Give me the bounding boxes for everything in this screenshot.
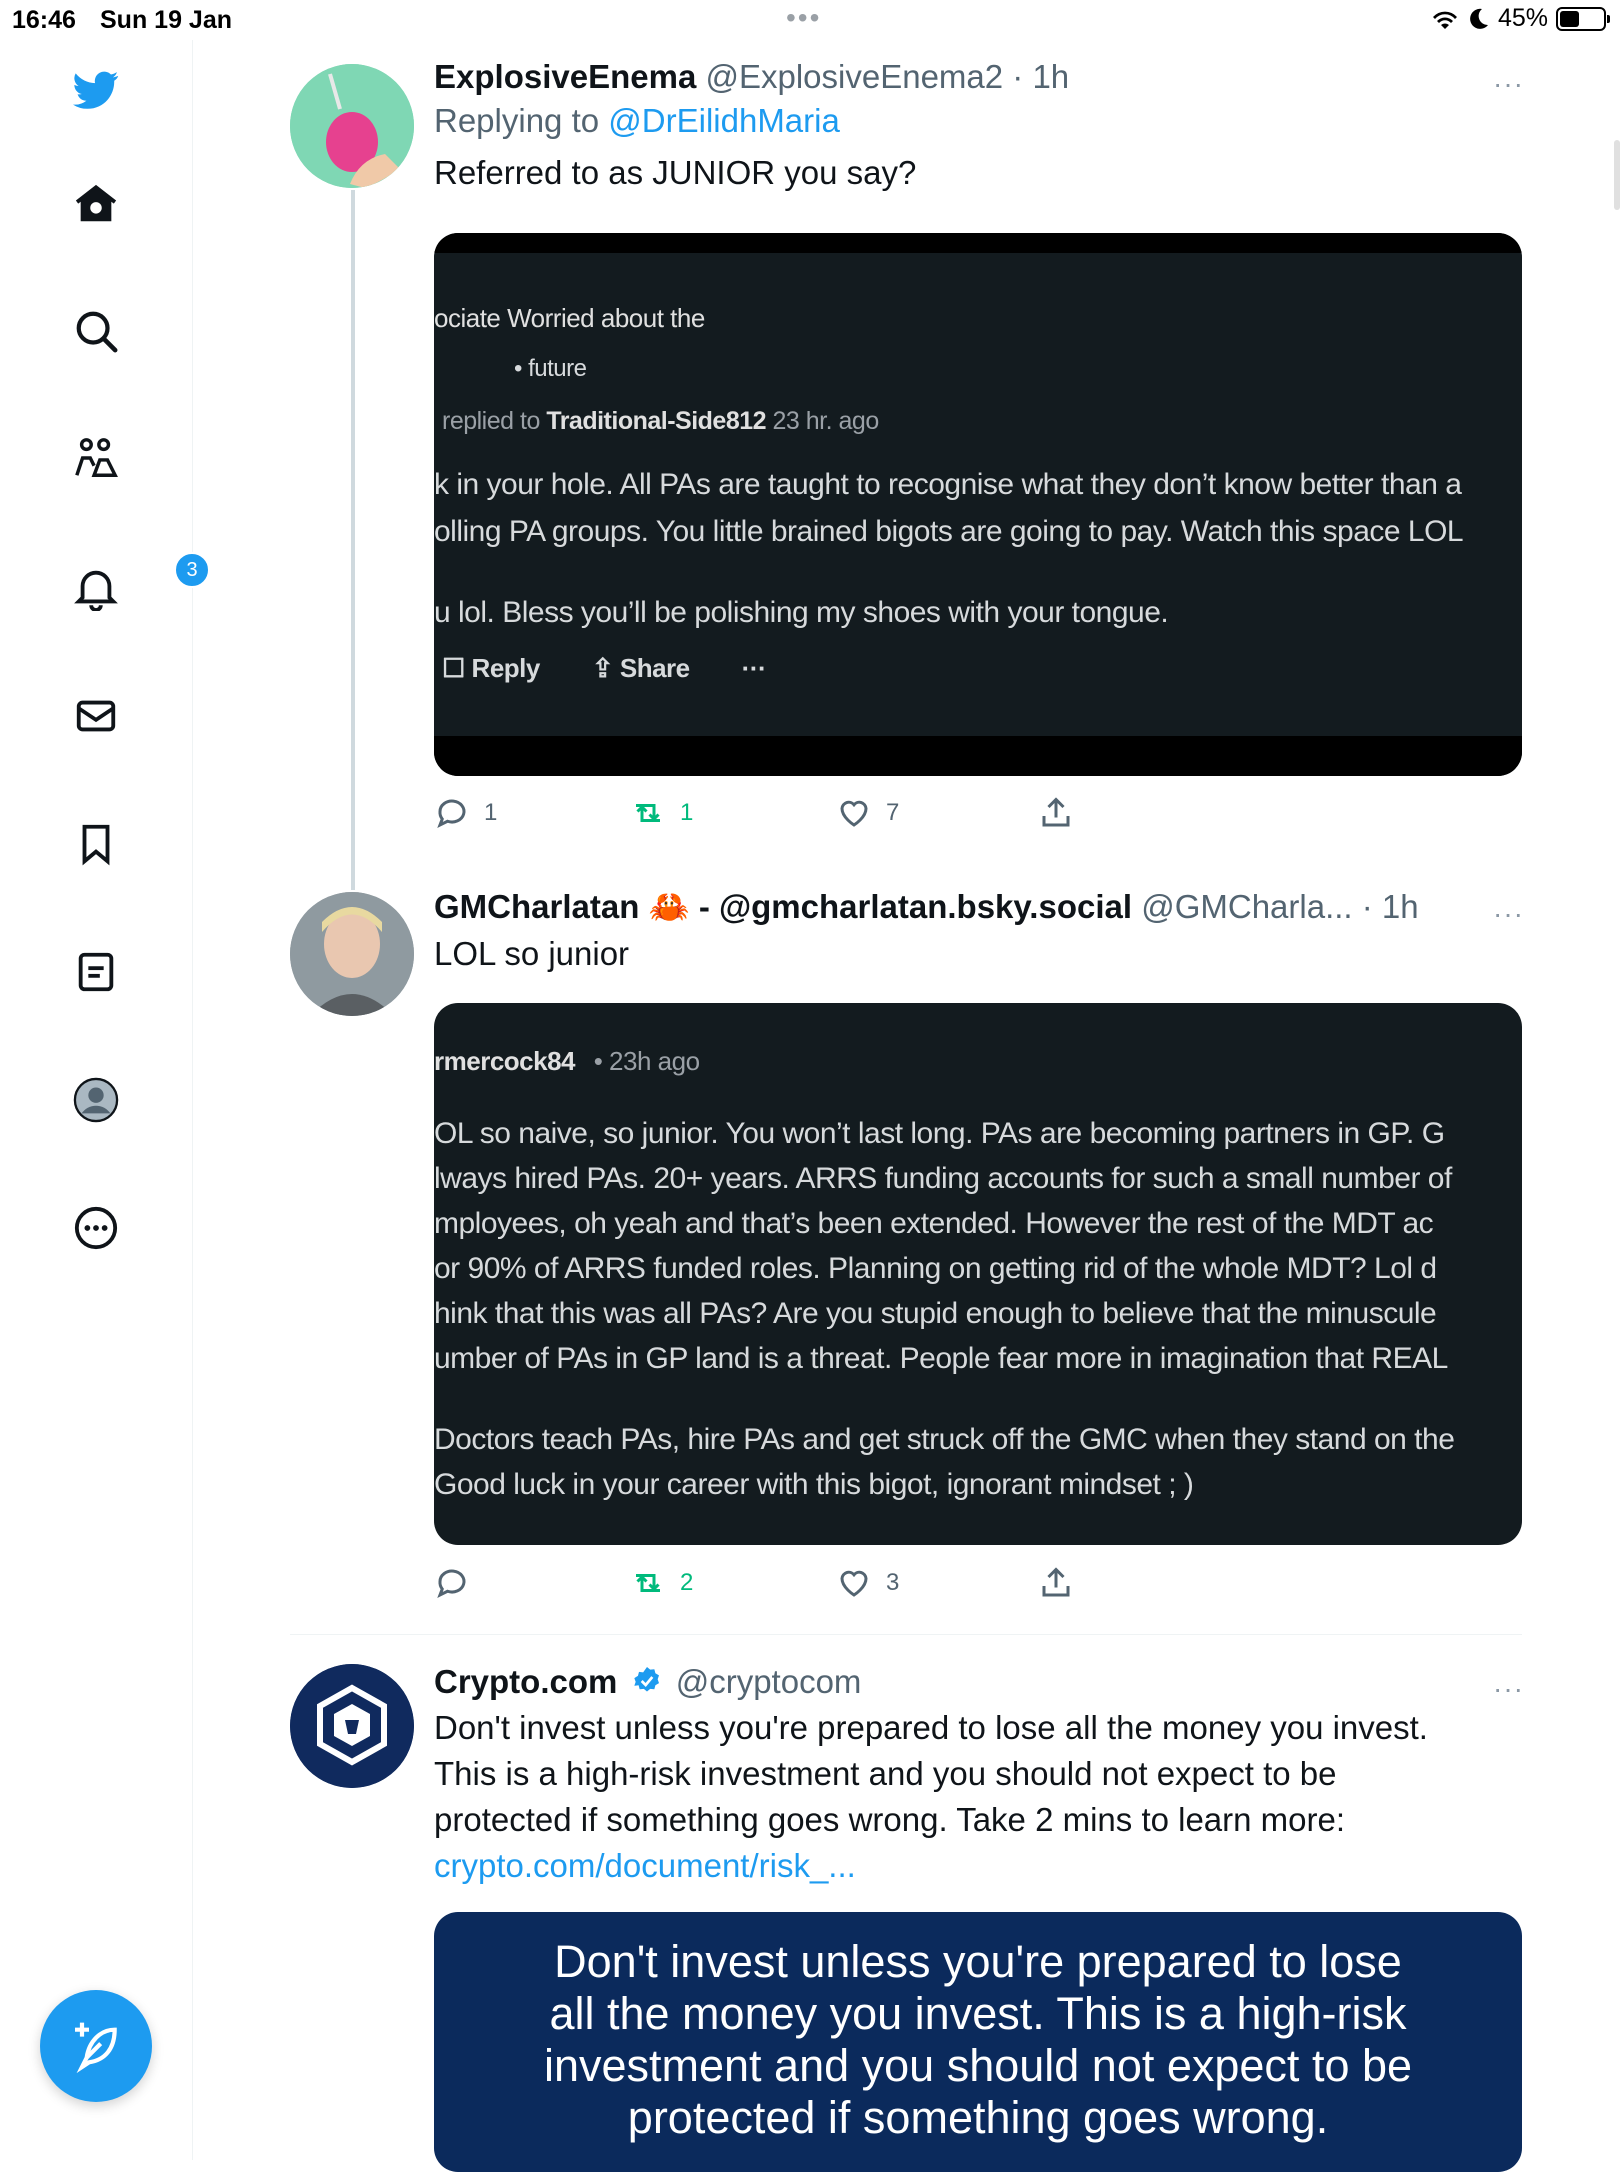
compose-feather-icon: [68, 2018, 124, 2074]
retweet-count: 1: [680, 799, 694, 826]
ad-media-image[interactable]: [434, 1912, 1522, 2172]
like-count: 3: [886, 1569, 900, 1596]
tweet-actions: [434, 795, 1074, 841]
heart-icon: [836, 1565, 872, 1601]
reply-icon: [434, 1565, 470, 1601]
ad-text-line: protected if something goes wrong.: [627, 2092, 1329, 2143]
status-right: [1430, 4, 1606, 33]
media-text-line: ociate Worried about the: [434, 303, 705, 333]
replying-to: [434, 102, 1524, 140]
reply-count: 1: [484, 799, 498, 826]
retweet-icon: [630, 1565, 666, 1601]
tweet[interactable]: [434, 888, 1524, 977]
user-handle[interactable]: @ExplosiveEnema2: [705, 58, 1004, 95]
messages-icon[interactable]: [70, 690, 122, 742]
battery-icon: [1556, 7, 1606, 31]
ad-text-line: all the money you invest. This is a high-risk: [549, 1988, 1407, 2039]
reply-button[interactable]: [434, 795, 497, 831]
user-handle[interactable]: @cryptocom: [675, 1663, 862, 1700]
tweet-header: [434, 58, 1524, 96]
more-options-icon[interactable]: ···: [1493, 1673, 1524, 1704]
share-icon: [1038, 1565, 1074, 1601]
profile-icon[interactable]: [70, 1074, 122, 1126]
display-name[interactable]: GMCharlatan: [434, 888, 640, 925]
media-text-line: rmercock84 • 23h ago: [434, 1046, 700, 1076]
crypto-logo-icon: [290, 1664, 414, 1788]
more-circle-icon[interactable]: [70, 1202, 122, 1254]
user-handle[interactable]: @GMCharla...: [1141, 888, 1353, 925]
compose-tweet-button[interactable]: [40, 1990, 152, 2102]
replying-to-link[interactable]: @DrEilidhMaria: [608, 102, 840, 139]
tweet-text: Referred to as JUNIOR you say?: [434, 154, 917, 191]
share-button[interactable]: [1038, 795, 1074, 831]
more-options-icon[interactable]: ···: [1493, 68, 1524, 99]
tweet-header: [434, 1663, 1524, 1701]
retweet-count: 2: [680, 1569, 694, 1596]
avatar[interactable]: [290, 892, 414, 1016]
retweet-button[interactable]: [630, 795, 693, 831]
tweet-text: [434, 1705, 1524, 1889]
like-button[interactable]: [836, 795, 899, 831]
retweet-icon: [630, 795, 666, 831]
media-text-line: • future: [514, 355, 587, 382]
risk-link[interactable]: crypto.com/document/risk_...: [434, 1847, 856, 1884]
battery-fill: [1560, 11, 1579, 27]
like-count: 7: [886, 799, 900, 826]
multitask-dots[interactable]: •••: [786, 2, 822, 33]
media-reply: ☐ Reply: [442, 653, 540, 683]
media-share: ⇪ Share: [591, 653, 690, 683]
user-photo-image: [290, 892, 414, 1016]
media-text-line: umber of PAs in GP land is a threat. People fear more in imagination that REAL: [434, 1342, 1448, 1375]
share-icon: [1038, 795, 1074, 831]
media-text-line: hink that this was all PAs? Are you stupid enough to believe that the minuscule: [434, 1297, 1437, 1330]
tweet-header: [434, 888, 1524, 927]
tweet-actions: [434, 1565, 1074, 1611]
media-text-line: Good luck in your career with this bigot, ignorant mindset ; ): [434, 1468, 1194, 1501]
bookmarks-icon[interactable]: [70, 818, 122, 870]
sidebar: [0, 40, 198, 2160]
battery-percent: 45%: [1497, 4, 1548, 32]
media-text-line: OL so naive, so junior. You won’t last long. PAs are becoming partners in GP. G: [434, 1117, 1445, 1150]
moon-icon: [1468, 7, 1490, 31]
search-icon[interactable]: [70, 305, 122, 357]
tweet-text: LOL so junior: [434, 935, 630, 972]
media-text-line: mployees, oh yeah and that’s been extended. However the rest of the MDT ac: [434, 1207, 1434, 1240]
more-options-icon[interactable]: ···: [1493, 898, 1524, 929]
tweet[interactable]: [434, 58, 1524, 196]
ad-text-line: investment and you should not expect to be: [543, 2040, 1413, 2091]
display-name-suffix: - @gmcharlatan.bsky.social: [698, 888, 1133, 925]
retweet-button[interactable]: [630, 1565, 693, 1601]
tweet-text-line: Don't invest unless you're prepared to lose all the money you invest.: [434, 1709, 1428, 1746]
status-bar: [0, 0, 1620, 40]
media-text-line: or 90% of ARRS funded roles. Planning on getting rid of the whole MDT? Lol d: [434, 1252, 1437, 1285]
media-action-row: [442, 653, 766, 684]
thread-line: [351, 190, 355, 890]
avatar[interactable]: [290, 64, 414, 188]
replying-to-prefix: Replying to: [434, 102, 600, 139]
tweet[interactable]: [434, 1663, 1524, 1889]
status-date: Sun 19 Jan: [100, 6, 232, 34]
tweet-text-line: This is a high-risk investment and you should not expect to be: [434, 1755, 1337, 1792]
crab-emoji: 🦀: [648, 888, 690, 925]
twitter-logo-icon[interactable]: [70, 64, 122, 116]
enema-bulb-image: [290, 64, 414, 188]
wifi-icon: [1430, 7, 1460, 31]
display-name[interactable]: ExplosiveEnema: [434, 58, 697, 95]
reply-button[interactable]: [434, 1565, 484, 1601]
reply-icon: [434, 795, 470, 831]
tweet-time[interactable]: · 1h: [1012, 58, 1070, 95]
share-button[interactable]: [1038, 1565, 1074, 1601]
scrollbar[interactable]: [1614, 140, 1620, 210]
lists-icon[interactable]: [70, 946, 122, 998]
notifications-icon[interactable]: [70, 558, 198, 614]
status-time: 16:46: [12, 6, 76, 34]
media-text-line: u lol. Bless you’ll be polishing my shoes with your tongue.: [434, 596, 1169, 629]
media-text-line: olling PA groups. You little brained bigots are going to pay. Watch this space LOL: [434, 515, 1464, 548]
like-button[interactable]: [836, 1565, 899, 1601]
media-text-line: lways hired PAs. 20+ years. ARRS funding accounts for such a small number of: [434, 1162, 1452, 1195]
heart-icon: [836, 795, 872, 831]
tweet-time[interactable]: · 1h: [1361, 888, 1419, 925]
ad-text-line: Don't invest unless you're prepared to lose: [554, 1936, 1402, 1987]
media-text-line: Doctors teach PAs, hire PAs and get struck off the GMC when they stand on the: [434, 1423, 1455, 1456]
tweet-media-image[interactable]: [434, 233, 1522, 776]
display-name[interactable]: Crypto.com: [434, 1663, 618, 1700]
communities-icon[interactable]: [70, 432, 122, 484]
verified-badge-icon: [631, 1665, 663, 1697]
tweet-divider: [290, 1634, 1522, 1635]
media-text-line: k in your hole. All PAs are taught to recognise what they don’t know better than a: [434, 468, 1462, 501]
media-text-line: replied to Traditional-Side812 23 hr. ago: [442, 407, 879, 435]
tweet-media-image[interactable]: [434, 1003, 1522, 1545]
tweet-text-line: protected if something goes wrong. Take 2 mins to learn more:: [434, 1801, 1346, 1838]
notifications-badge: 3: [174, 552, 210, 588]
avatar[interactable]: [290, 1664, 414, 1788]
media-more: ···: [741, 653, 767, 683]
home-icon[interactable]: [70, 178, 122, 230]
